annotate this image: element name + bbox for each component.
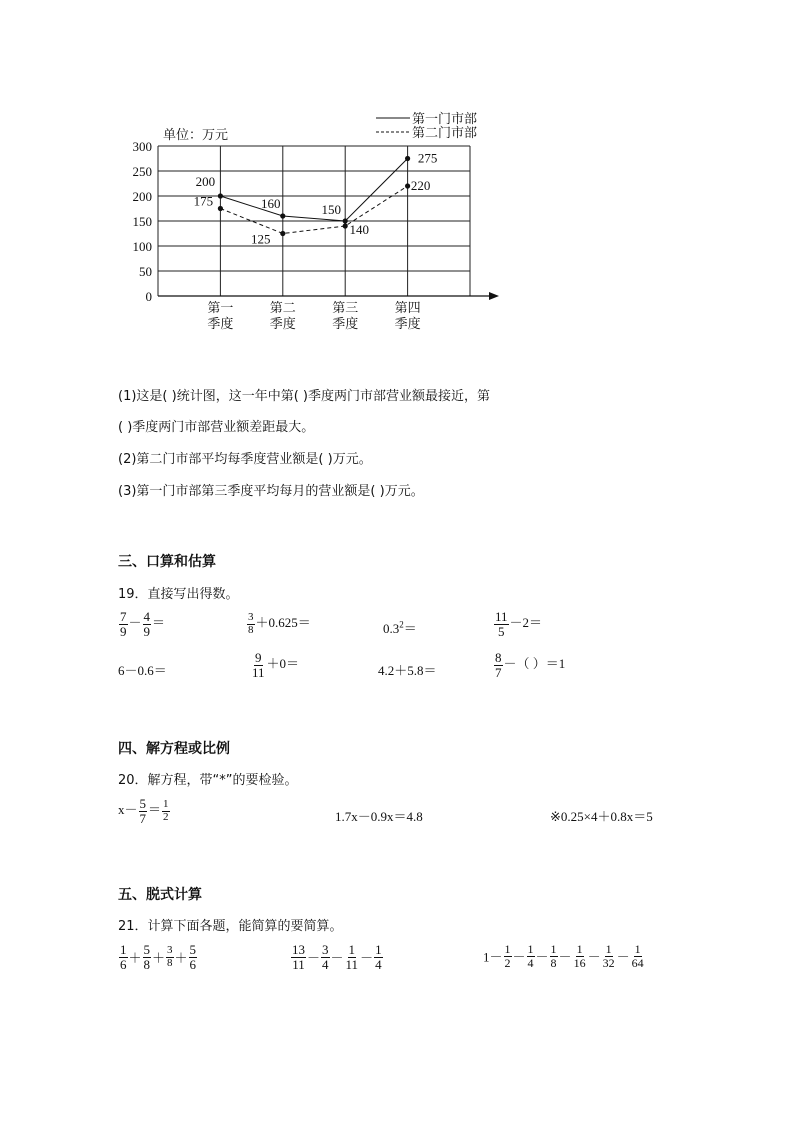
- category-label: 第三: [332, 301, 359, 316]
- q19-item-6: $\frac{9}{11}$ ＋0＝: [252, 650, 300, 680]
- data-label: 150: [321, 202, 341, 217]
- expr3-fraction: $\frac{1}{16}$: [573, 942, 586, 970]
- expr2-fraction: $\frac{3}{4}$: [322, 942, 329, 972]
- expr3-fraction: $\frac{1}{4}$: [527, 942, 534, 970]
- data-point: [218, 206, 223, 211]
- expr2-operator: －: [307, 950, 321, 966]
- q20-equation-1: x－ $\frac{5}{7}$ ＝ $\frac{1}{2}$: [118, 796, 169, 826]
- category-label: 季度: [207, 317, 234, 332]
- x-axis-arrow: [489, 292, 499, 300]
- expr2-fraction: $\frac{1}{4}$: [375, 942, 382, 972]
- expr3-operator: －: [512, 949, 526, 965]
- data-label: 140: [349, 222, 369, 237]
- q20-equation-3: ※0.25×4＋0.8x＝5: [550, 809, 653, 824]
- q19-item-2: $\frac{3}{8}$ ＋0.625＝: [248, 611, 311, 636]
- data-label: 220: [410, 178, 431, 193]
- q19-item-8: $\frac{8}{7}$ －（ ）＝1: [495, 650, 566, 680]
- expr1-operator: ＋: [128, 950, 142, 966]
- y-tick-label: 0: [145, 289, 152, 304]
- category-label: 季度: [332, 317, 359, 332]
- category-label: 第二: [269, 301, 296, 316]
- y-tick-label: 300: [132, 139, 152, 154]
- data-point: [343, 223, 348, 228]
- category-label: 第一: [207, 301, 234, 316]
- expr1-operator: ＋: [152, 950, 166, 966]
- q20-prompt: 20．解方程，带“*”的要检验。: [118, 773, 298, 788]
- expr1-fraction: $\frac{5}{6}$: [189, 942, 197, 972]
- q19-item-4: $\frac{11}{5}$ －2＝: [495, 609, 543, 639]
- expr1-fraction: $\frac{5}{8}$: [143, 942, 151, 972]
- q19-item-5: 6－0.6＝: [118, 663, 167, 678]
- expr3-fraction: $\frac{1}{64}$: [631, 942, 644, 970]
- category-label: 季度: [394, 317, 421, 332]
- line-chart: [0, 0, 794, 345]
- y-tick-label: 250: [132, 164, 152, 179]
- expr2-operator: －: [330, 950, 344, 966]
- section-5-title: 五、脱式计算: [118, 887, 202, 903]
- data-label: 160: [261, 196, 281, 211]
- expr3-operator: －: [616, 949, 630, 965]
- expr1-operator: ＋: [174, 950, 188, 966]
- q21-expression-1: [118, 943, 198, 971]
- data-point: [280, 231, 285, 236]
- expr3-operator: －: [535, 949, 549, 965]
- q18-line-4: (3)第一门市部第三季度平均每月的营业额是( )万元。: [118, 484, 424, 499]
- expr2-fraction: $\frac{1}{11}$: [345, 942, 359, 972]
- expr2-fraction: $\frac{13}{11}$: [292, 942, 305, 972]
- q19-item-1: $\frac{7}{9}$ － $\frac{4}{9}$ ＝: [120, 609, 166, 639]
- unit-label: 单位：万元: [163, 128, 229, 143]
- expr3-fraction: $\frac{1}{2}$: [504, 942, 511, 970]
- section-4-title: 四、解方程或比例: [118, 741, 230, 757]
- y-tick-label: 100: [132, 239, 152, 254]
- expr3-fraction: $\frac{1}{8}$: [550, 942, 557, 970]
- legend-label-2: 第二门市部: [412, 126, 478, 141]
- data-point: [405, 156, 410, 161]
- q21-expression-2: [290, 943, 384, 971]
- q18-line-2: ( )季度两门市部营业额差距最大。: [118, 420, 315, 435]
- data-point: [280, 213, 285, 218]
- expr3-operator: －: [558, 949, 572, 965]
- category-label: 第四: [394, 301, 421, 316]
- series-line-1: [220, 159, 407, 222]
- expr1-fraction: $\frac{1}{6}$: [120, 942, 127, 972]
- legend-label-1: 第一门市部: [412, 112, 478, 127]
- q19-item-7: 4.2＋5.8＝: [378, 663, 437, 678]
- q18-line-1: (1)这是( )统计图，这一年中第( )季度两门市部营业额最接近，第: [118, 389, 490, 404]
- category-label: 季度: [269, 317, 296, 332]
- q21-expression-3: 1－ $\frac{1}{2}$ － $\frac{1}{4}$ － $\frac{1}{8}$ － $\frac{1}{16}$ － $\frac{1}{32}$ － $\frac{1}{64}$: [483, 942, 644, 970]
- q20-equation-2: 1.7x－0.9x＝4.8: [335, 809, 423, 824]
- expr3-fraction: $\frac{1}{32}$: [602, 942, 615, 970]
- data-point: [405, 183, 410, 188]
- y-tick-label: 50: [139, 264, 152, 279]
- expr3-operator: －: [587, 949, 601, 965]
- q21-prompt: 21．计算下面各题，能简算的要简算。: [118, 919, 343, 934]
- q19-prompt: 19．直接写出得数。: [118, 587, 239, 602]
- section-3-title: 三、口算和估算: [118, 554, 216, 570]
- expr2-operator: －: [360, 950, 374, 966]
- expr1-fraction: $\frac{3}{8}$: [167, 944, 173, 969]
- series-line-2: [220, 186, 407, 234]
- q19-item-3: $0.3^2=$: [383, 619, 417, 636]
- data-label: 125: [251, 231, 271, 247]
- data-point: [343, 218, 348, 223]
- y-tick-label: 200: [132, 189, 152, 204]
- data-point: [218, 193, 223, 198]
- data-label: 200: [195, 174, 216, 189]
- data-label: 175: [193, 193, 214, 209]
- data-label: 275: [417, 150, 438, 166]
- y-tick-label: 150: [132, 214, 152, 229]
- q18-line-3: (2)第二门市部平均每季度营业额是( )万元。: [118, 452, 372, 467]
